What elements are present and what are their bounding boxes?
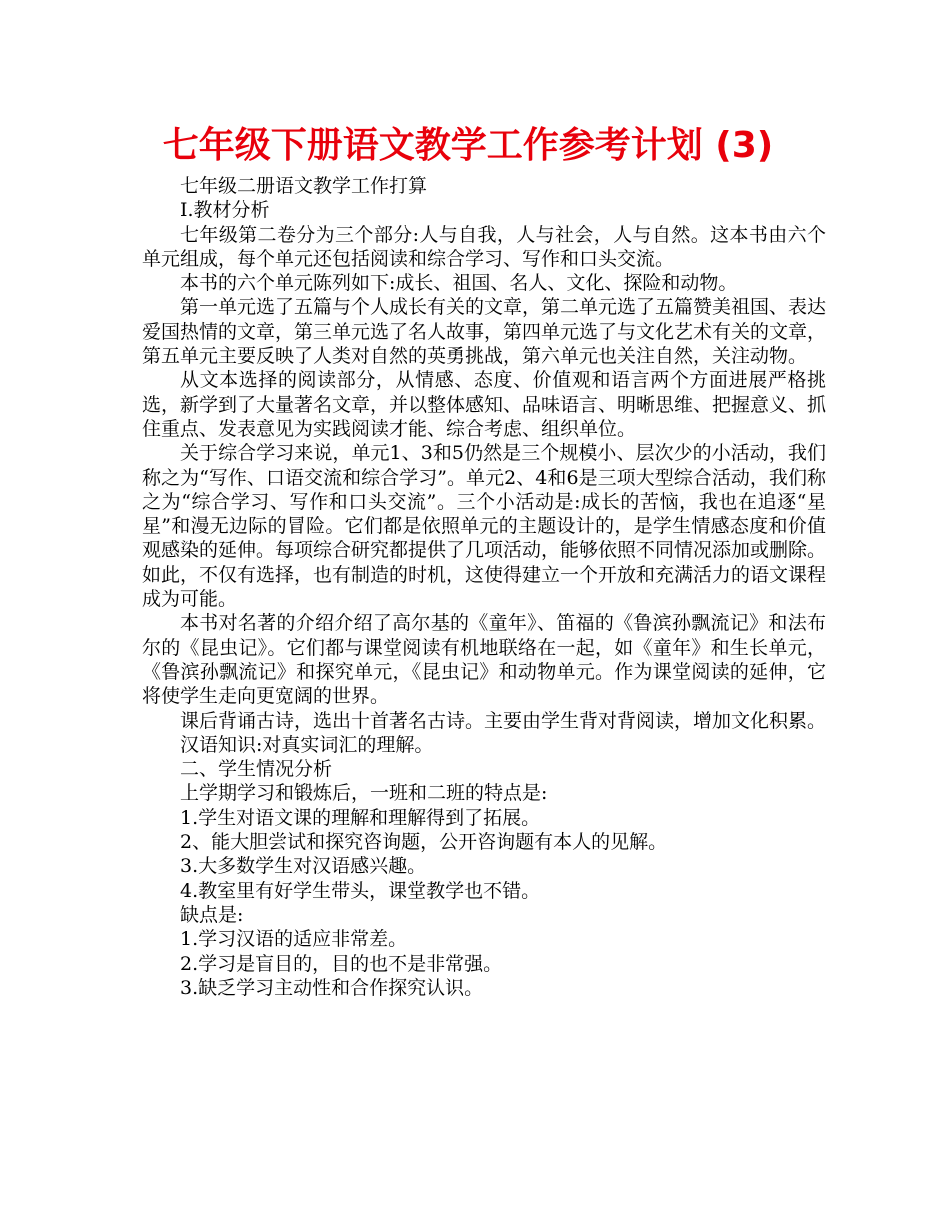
list-item: 3.缺乏学习主动性和合作探究认识。 [180, 976, 484, 999]
paragraph: 第一单元选了五篇与个人成长有关的文章，第二单元选了五篇赞美祖国、表达爱国热情的文章，第三单元选了名人故事，第四单元选了与文化艺术有关的文章，第五单元主要反映了人类对自然的英勇挑战，第六单元也关注自然，关注动物。 [142, 296, 827, 368]
document-body [142, 174, 826, 1000]
list-item: 1.学生对语文课的理解和理解得到了拓展。 [180, 806, 541, 829]
paragraph-section-student-analysis: 二、学生情况分析 [180, 758, 333, 781]
paragraph: 本书的六个单元陈列如下:成长、祖国、名人、文化、探险和动物。 [180, 272, 738, 295]
paragraph-plan-heading: 七年级二册语文教学工作打算 [180, 175, 428, 197]
paragraph: 本书对名著的介绍介绍了高尔基的《童年》、笛福的《鲁滨孙飘流记》和法布尔的《昆虫记》。它们都与课堂阅读有机地联络在一起，如《童年》和生长单元，《鲁滨孙飘流记》和探究单元，《昆虫记》和动物单元。作为课堂阅读的延伸，它将使学生走向更宽阔的世界。 [142, 612, 826, 708]
list-item: 2.学习是盲目的，目的也不是非常强。 [180, 952, 503, 975]
paragraph: 汉语知识:对真实词汇的理解。 [180, 733, 434, 756]
list-item: 2、能大胆尝试和探究咨询题，公开咨询题有本人的见解。 [180, 831, 668, 854]
paragraph: 从文本选择的阅读部分，从情感、态度、价值观和语言两个方面进展严格挑选，新学到了大量著名文章，并以整体感知、品味语言、明晰思维、把握意义、抓住重点、发表意见为实践阅读才能、综合考虑、组织单位。 [142, 369, 827, 440]
paragraph: 缺点是: [180, 903, 244, 926]
list-item: 1.学习汉语的适应非常差。 [180, 928, 408, 951]
paragraph: 七年级第二卷分为三个部分:人与自我，人与社会，人与自然。这本书由六个单元组成，每个单元还包括阅读和综合学习、写作和口头交流。 [142, 223, 826, 270]
list-item: 3.大多数学生对汉语感兴趣。 [180, 855, 427, 878]
paragraph: 上学期学习和锻炼后，一班和二班的特点是: [180, 782, 548, 805]
document-page [142, 118, 826, 1000]
paragraph-section-textbook-analysis: Ⅰ.教材分析 [180, 199, 270, 222]
paragraph: 关于综合学习来说，单元1、3和5仍然是三个规模小、层次少的小活动，我们称之为“写作、口语交流和综合学习”。单元2、4和6是三项大型综合活动，我们称之为“综合学习、写作和口头交流”。三个小活动是:成长的苦恼，我也在追逐“星星”和漫无边际的冒险。它们都是依照单元的主题设计的，是学生情感态度和价值观感染的延伸。每项综合研究都提供了几项活动，能够依照不同情况添加或删除。如此，不仅有选择，也有制造的时机，这使得建立一个开放和充满活力的语文课程成为可能。 [142, 442, 827, 611]
paragraph: 课后背诵古诗，选出十首著名古诗。主要由学生背对背阅读，增加文化积累。 [180, 709, 827, 732]
document-title: 七年级下册语文教学工作参考计划 (3) [162, 125, 774, 166]
list-item: 4.教室里有好学生带头，课堂教学也不错。 [180, 879, 541, 902]
